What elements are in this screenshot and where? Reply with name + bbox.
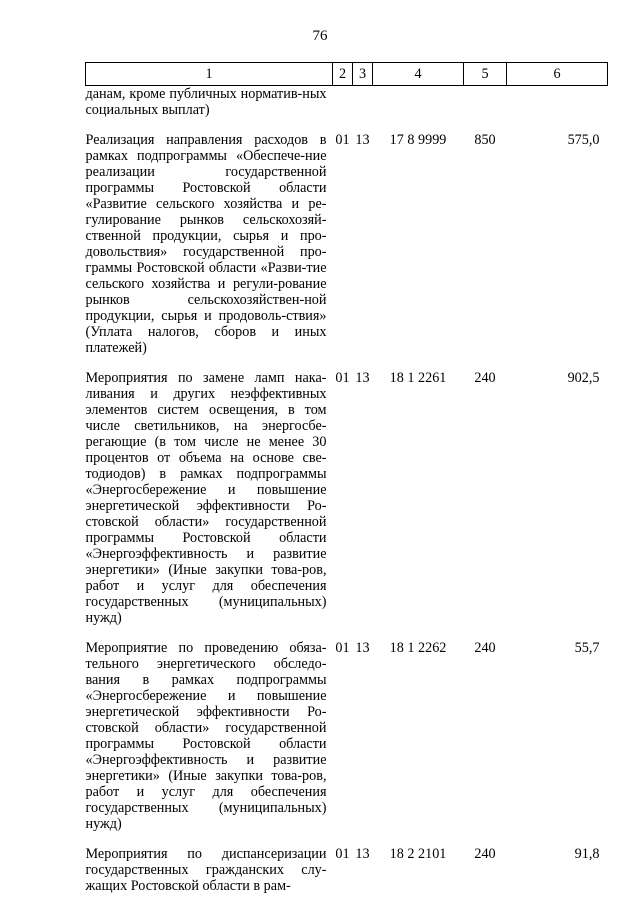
row-section: 01 (335, 132, 350, 148)
row-subsection (353, 86, 373, 119)
row-target-code: 18 1 2261 (389, 370, 447, 386)
row-section: 01 (335, 640, 350, 656)
row-target-code: 17 8 9999 (389, 132, 447, 148)
header-col-6: 6 (507, 63, 608, 86)
row-section: 01 (335, 370, 350, 386)
row-subsection: 13 (355, 846, 370, 862)
header-col-5: 5 (464, 63, 507, 86)
row-section (333, 86, 353, 119)
row-description: Мероприятия по диспансеризации государственных гражданских слу-жащих Ростовской области в рам- (85, 846, 327, 894)
row-amount: 902,5 (567, 370, 600, 386)
header-col-1: 1 (86, 63, 333, 86)
header-col-3: 3 (353, 63, 373, 86)
table-row (86, 846, 608, 894)
page-number: 76 (312, 28, 328, 44)
row-description: Мероприятие по проведению обяза-тельного энергетического обследо-вания в рамках подпрограммы «Энергосбережение и повышение энергетической эффективности Ро-стовской области» государственной программы Ростовской области «Энергоэффективность и развитие энергетики» (Иные закупки това-ров, работ и услуг для обеспечения государственных (муниципальных) нужд) (85, 640, 327, 832)
header-col-4: 4 (373, 63, 464, 86)
table-row (86, 86, 608, 119)
row-expense-type: 240 (474, 846, 496, 862)
budget-table (85, 62, 608, 894)
row-description: Реализация направления расходов в рамках подпрограммы «Обеспече-ние реализации государственной программы Ростовской области «Развитие сельского хозяйства и ре-гулирование рынков сельскохозяй-ственной продукции, сырья и про-довольствия» государственной про-граммы Ростовской области «Разви-тие сельского хозяйства и регули-рование рынков сельскохозяйствен-ной продукции, сырья и продоволь-ствия» (Уплата налогов, сборов и иных платежей) (85, 132, 327, 356)
row-section: 01 (335, 846, 350, 862)
row-description: данам, кроме публичных норматив-ных социальных выплат) (85, 86, 327, 118)
row-target-code: 18 1 2262 (389, 640, 447, 656)
row-subsection: 13 (355, 370, 370, 386)
row-amount: 55,7 (574, 640, 600, 656)
row-expense-type: 240 (474, 640, 496, 656)
row-target-code (373, 86, 464, 119)
table-row (86, 370, 608, 626)
row-amount: 91,8 (574, 846, 600, 862)
table-header-row (86, 63, 608, 86)
header-col-2: 2 (333, 63, 353, 86)
table-row (86, 640, 608, 832)
row-amount: 575,0 (567, 132, 600, 148)
row-description: Мероприятия по замене ламп нака-ливания и других неэффективных элементов систем освещения, в том числе светильников, на энергосбе-регающие (в том числе не менее 30 процентов от объема на основе све-тодиодов) в рамках подпрограммы «Энергосбережение и повышение энергетической эффективности Ро-стовской области» государственной программы Ростовской области «Энергоэффективность и развитие энергетики» (Иные закупки това-ров, работ и услуг для обеспечения государственных (муниципальных) нужд) (85, 370, 327, 626)
row-subsection: 13 (355, 132, 370, 148)
row-target-code: 18 2 2101 (389, 846, 447, 862)
table-row (86, 132, 608, 356)
row-expense-type: 240 (474, 370, 496, 386)
row-amount (507, 86, 608, 119)
row-expense-type (464, 86, 507, 119)
row-subsection: 13 (355, 640, 370, 656)
row-expense-type: 850 (474, 132, 496, 148)
